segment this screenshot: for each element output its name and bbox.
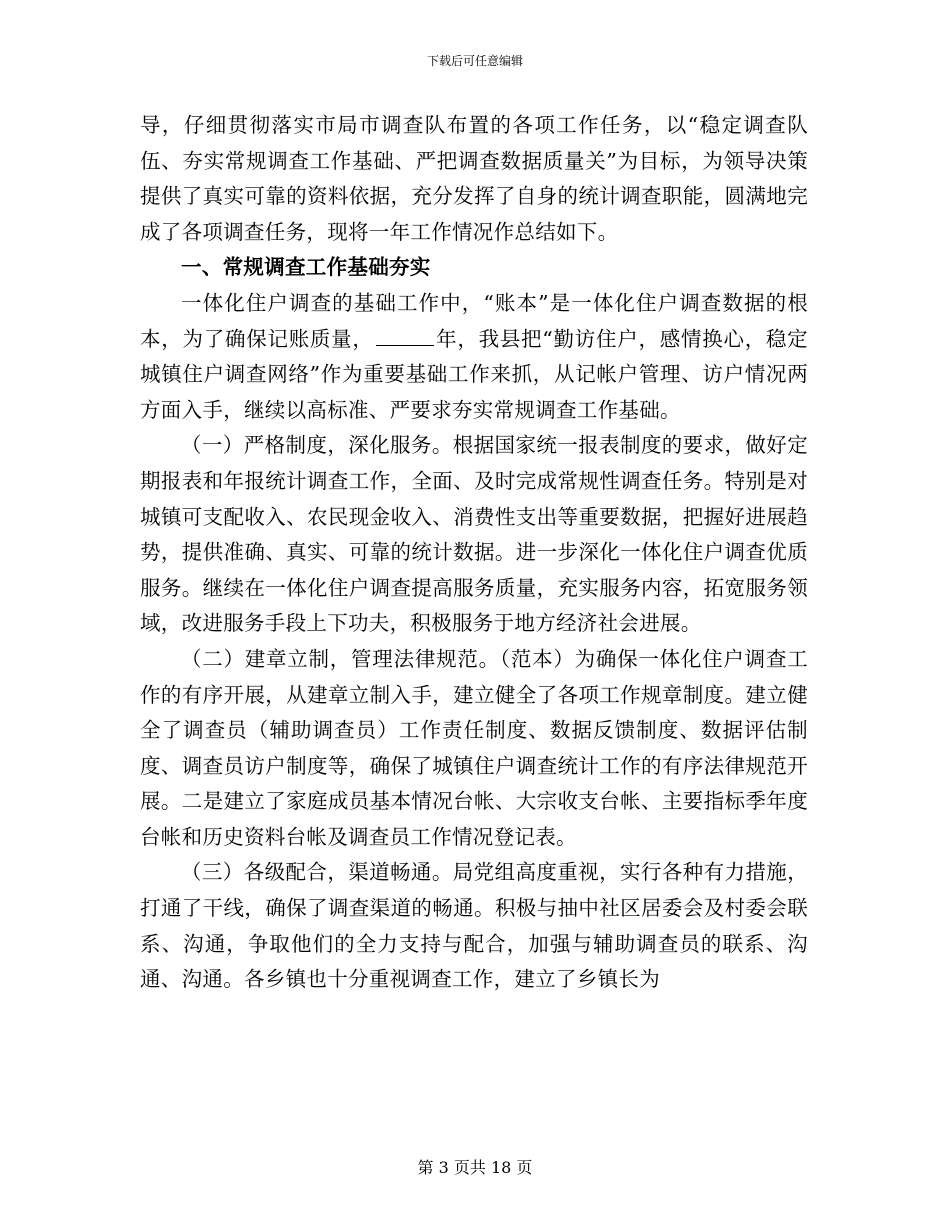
document-body xyxy=(140,108,808,998)
paragraph-intro-continuation: 导，仔细贯彻落实市局市调查队布置的各项工作任务，以“稳定调查队伍、夯实常规调查工作基础、严把调查数据质量关”为目标，为领导决策提供了真实可靠的资料依据，充分发挥了自身的统计调查职能，圆满地完成了各项调查任务，现将一年工作情况作总结如下。 xyxy=(140,113,808,244)
paragraph-text-after-blank: 年，我县把“勤访住户，感情换心，稳定城镇住户调查网络”作为重要基础工作来抓，从记帐户管理、访户情况两方面入手，继续以高标准、严要求夯实常规调查工作基础。 xyxy=(140,326,808,422)
paragraph-account-book xyxy=(140,286,808,428)
paragraph-text-before-blank: 一体化住户调查的基础工作中，“账本”是一体化住户调查数据的根本，为了确保记账质量， xyxy=(140,290,808,351)
year-blank-underline xyxy=(376,327,434,346)
paragraph-strict-system: （一）严格制度，深化服务。根据国家统一报表制度的要求，做好定期报表和年报统计调查工作，全面、及时完成常规性调查任务。特别是对城镇可支配收入、农民现金收入、消费性支出等重要数据，把握好进展趋势，提供准确、真实、可靠的统计数据。进一步深化一体化住户调查优质服务。继续在一体化住户调查提高服务质量，充实服务内容，拓宽服务领域，改进服务手段上下功夫，积极服务于地方经济社会进展。 xyxy=(140,433,808,636)
page-footer: 第 3 页共 18 页 xyxy=(417,1158,533,1177)
paragraph-coordination: （三）各级配合，渠道畅通。局党组高度重视，实行各种有力措施，打通了干线，确保了调查渠道的畅通。积极与抽中社区居委会及村委会联系、沟通，争取他们的全力支持与配合，加强与辅助调查员的联系、沟通、沟通。各乡镇也十分重视调查工作，建立了乡镇长为 xyxy=(140,860,808,992)
paragraph-regulations: （二）建章立制，管理法律规范。（范本）为确保一体化住户调查工作的有序开展，从建章立制入手，建立健全了各项工作规章制度。建立健全了调查员（辅助调查员）工作责任制度、数据反馈制度、数据评估制度、调查员访户制度等，确保了城镇住户调查统计工作的有序法律规范开展。二是建立了家庭成员基本情况台帐、大宗收支台帐、主要指标季年度台帐和历史资料台帐及调查员工作情况登记表。 xyxy=(140,646,808,849)
section-heading: 一、常规调查工作基础夯实 xyxy=(181,255,431,280)
page-header: 下载后可任意编辑 xyxy=(426,54,523,68)
